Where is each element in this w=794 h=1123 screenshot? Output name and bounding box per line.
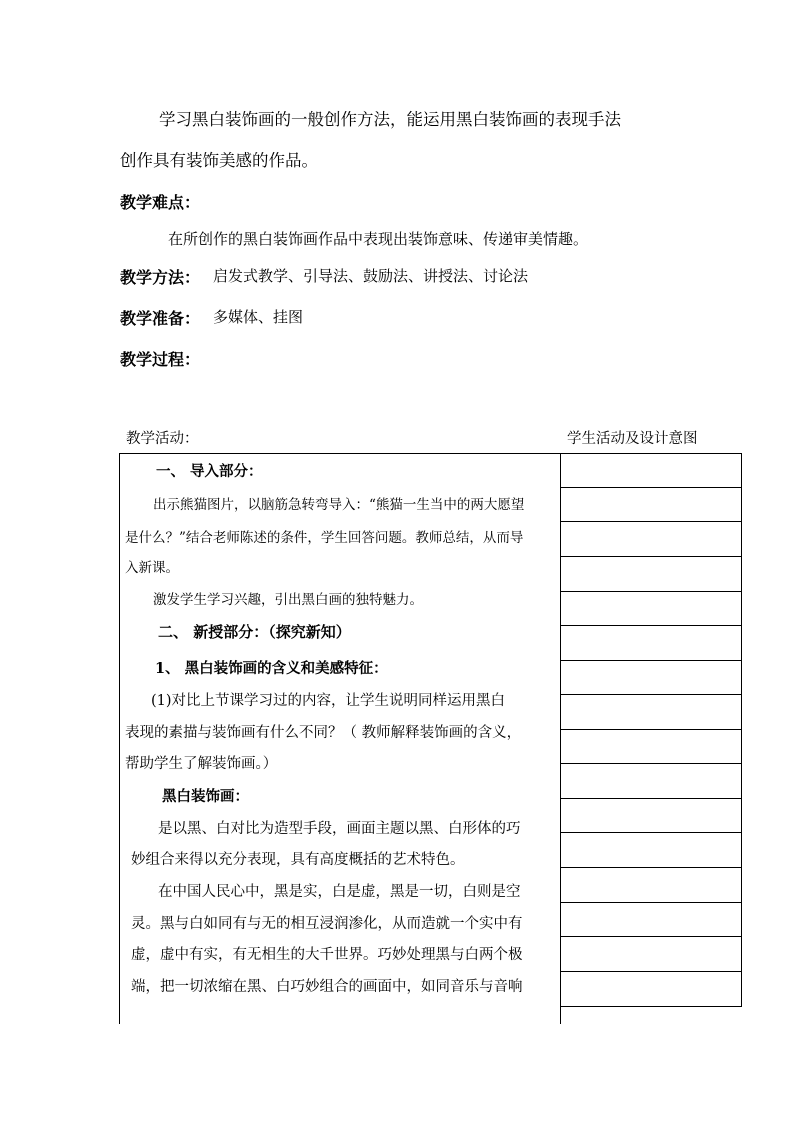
student-cell bbox=[560, 832, 742, 868]
student-cell bbox=[560, 660, 742, 695]
intro-line-1: 学习黑白装饰画的一般创作方法，能运用黑白装饰画的表现手法 bbox=[159, 110, 621, 129]
difficulty-text: 在所创作的黑白装饰画作品中表现出装饰意味、传递审美情趣。 bbox=[168, 230, 589, 248]
section-2-title: 二、 新授部分：（探究新知） bbox=[158, 623, 351, 641]
difficulty-heading: 教学难点： bbox=[120, 193, 201, 212]
student-cell bbox=[560, 453, 742, 488]
student-activity-column bbox=[560, 453, 743, 1007]
student-cell bbox=[560, 694, 742, 730]
process-heading: 教学过程： bbox=[120, 350, 201, 369]
table-line: 激发学生学习兴趣，引出黑白画的独特魅力。 bbox=[153, 592, 423, 608]
student-cell bbox=[560, 798, 742, 833]
table-line: 帮助学生了解装饰画。） bbox=[125, 756, 278, 772]
methods-heading: 教学方法： bbox=[120, 268, 201, 287]
student-cell bbox=[560, 971, 742, 1007]
student-cell bbox=[560, 625, 742, 661]
table-line: 妙组合来得以充分表现，具有高度概括的艺术特色。 bbox=[131, 852, 465, 868]
student-cell bbox=[560, 729, 742, 764]
methods-text: 启发式教学、引导法、鼓励法、讲授法、讨论法 bbox=[213, 267, 529, 285]
student-cell bbox=[560, 936, 742, 972]
student-cell bbox=[560, 867, 742, 903]
table-left-header: 教学活动： bbox=[126, 431, 199, 447]
table-right-header: 学生活动及设计意图 bbox=[567, 431, 698, 447]
table-line: 虚，虚中有实，有无相生的大千世界。巧妙处理黑与白两个极 bbox=[131, 947, 523, 963]
student-cell bbox=[560, 591, 742, 626]
table-line: 是以黑、白对比为造型手段，画面主题以黑、白形体的巧 bbox=[158, 821, 521, 837]
table-line: 在中国人民心中，黑是实，白是虚，黑是一切，白则是空 bbox=[158, 884, 521, 900]
table-line: 端，把一切浓缩在黑、白巧妙组合的画面中，如同音乐与音响 bbox=[131, 979, 523, 995]
section-1-title: 一、 导入部分： bbox=[156, 463, 263, 480]
preparation-heading: 教学准备： bbox=[120, 309, 201, 328]
table-line: (1)对比上节课学习过的内容，让学生说明同样运用黑白 bbox=[151, 693, 506, 709]
table-line: 是什么？”结合老师陈述的条件，学生回答问题。教师总结，从而导 bbox=[125, 530, 524, 546]
student-cell bbox=[560, 556, 742, 592]
student-cell bbox=[560, 521, 742, 557]
table-line: 入新课。 bbox=[125, 560, 179, 576]
student-cell bbox=[560, 763, 742, 799]
definition-heading: 黑白装饰画： bbox=[162, 788, 249, 805]
preparation-text: 多媒体、挂图 bbox=[213, 308, 304, 326]
table-line: 灵。黑与白如同有与无的相互浸润渗化，从而造就一个实中有 bbox=[131, 916, 523, 932]
table-line: 表现的素描与装饰画有什么不同？（ 教师解释装饰画的含义， bbox=[125, 725, 522, 741]
table-line: 出示熊猫图片，以脑筋急转弯导入：“熊猫一生当中的两大愿望 bbox=[153, 497, 525, 513]
student-cell bbox=[560, 487, 742, 522]
student-cell bbox=[560, 902, 742, 937]
teaching-activity-column bbox=[119, 453, 561, 1024]
intro-line-2: 创作具有装饰美感的作品。 bbox=[120, 151, 318, 170]
subsection-1-title: 1、 黑白装饰画的含义和美感特征： bbox=[155, 660, 388, 677]
